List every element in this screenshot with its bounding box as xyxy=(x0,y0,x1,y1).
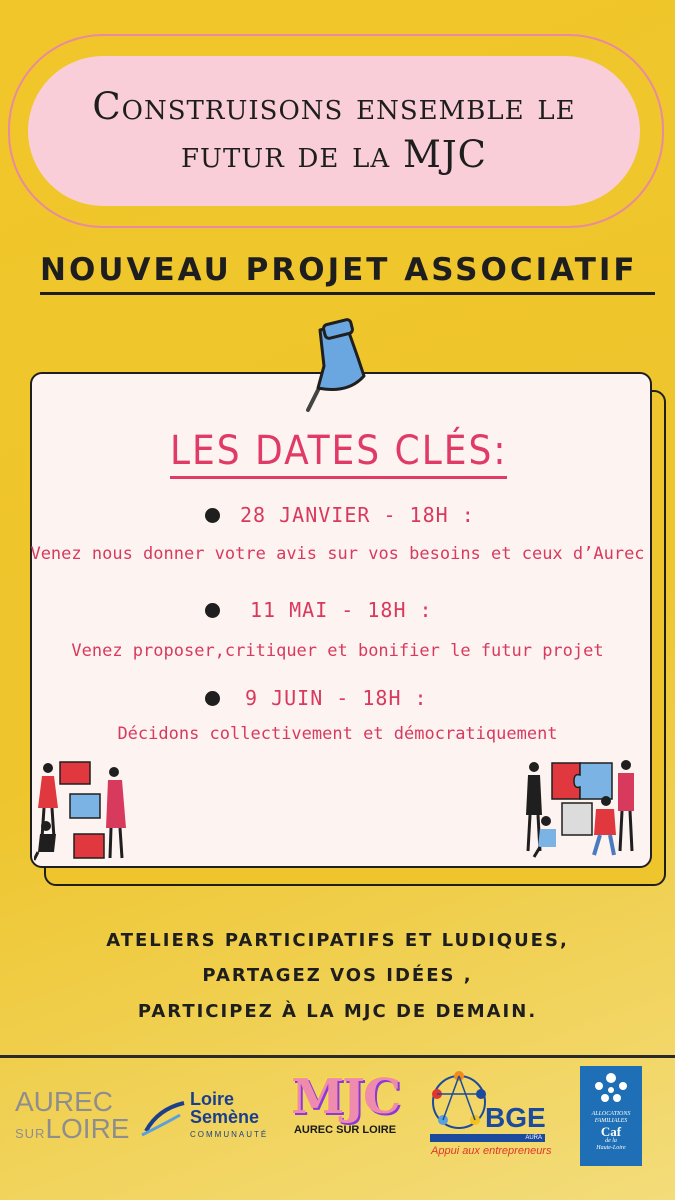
subtitle: NOUVEAU PROJET ASSOCIATIF xyxy=(40,252,655,295)
date-item xyxy=(205,686,428,710)
page-title: Construisons ensemble le futur de la MJC xyxy=(92,85,576,176)
loire-logo-line2: Semène xyxy=(190,1107,260,1127)
people-with-puzzle-illustration xyxy=(522,755,640,860)
caf-line2: FAMILIALES xyxy=(594,1118,628,1124)
date-label: 11 MAI - 18H : xyxy=(250,598,433,622)
title-box xyxy=(28,56,640,206)
bottom-text-line: ATELIERS PARTICIPATIFS ET LUDIQUES, xyxy=(106,930,569,951)
push-pin-icon xyxy=(298,318,378,413)
aurec-sur-loire-logo xyxy=(15,1088,129,1147)
mjc-logo-sub: AUREC SUR LOIRE xyxy=(293,1124,397,1136)
bge-logo-text: BGE xyxy=(485,1102,546,1133)
loire-semene-logo xyxy=(140,1090,268,1144)
caf-family-icon xyxy=(591,1070,631,1106)
dates-heading: LES DATES CLÉS: xyxy=(170,428,507,479)
bge-region-bar: AURA xyxy=(430,1134,545,1142)
mjc-logo xyxy=(285,1070,405,1160)
caf-de: de la xyxy=(605,1138,617,1144)
loire-semene-icon xyxy=(140,1097,190,1137)
caf-text: Caf xyxy=(600,1124,622,1139)
footer-divider xyxy=(0,1055,675,1058)
bottom-text-line: PARTICIPEZ À LA MJC DE DEMAIN. xyxy=(137,1001,538,1022)
bge-logo xyxy=(425,1070,550,1160)
aurec-logo-loire: LOIRE xyxy=(45,1113,130,1144)
aurec-logo-text: AUREC xyxy=(15,1086,114,1117)
title-pill xyxy=(8,34,664,228)
bullet-icon xyxy=(205,691,220,706)
bullet-icon xyxy=(205,603,220,618)
date-description: Venez nous donner votre avis sur vos besoins et ceux d’Aurec xyxy=(30,544,645,564)
date-label: 9 JUIN - 18H : xyxy=(245,686,428,710)
people-with-boxes-illustration xyxy=(34,758,134,863)
caf-region: Haute-Loire xyxy=(596,1145,626,1151)
caf-logo xyxy=(580,1066,642,1166)
date-label: 28 JANVIER - 18H : xyxy=(240,503,475,527)
date-description: Venez proposer,critiquer et bonifier le futur projet xyxy=(71,641,604,661)
aurec-logo-sur: SUR xyxy=(15,1126,46,1141)
date-description: Décidons collectivement et démocratiquement xyxy=(117,724,558,744)
caf-line1: ALLOCATIONS xyxy=(591,1111,631,1117)
bge-network-icon xyxy=(429,1070,489,1134)
date-item xyxy=(205,503,475,527)
date-item xyxy=(205,598,433,622)
bullet-icon xyxy=(205,508,220,523)
loire-logo-line3: COMMUNAUTÉ xyxy=(190,1130,269,1139)
bge-tagline: Appui aux entrepreneurs xyxy=(431,1145,552,1157)
mjc-logo-text: MJC xyxy=(290,1069,400,1125)
loire-logo-line1: Loire xyxy=(190,1089,235,1109)
bottom-text-line: PARTAGEZ VOS IDÉES , xyxy=(202,965,473,986)
